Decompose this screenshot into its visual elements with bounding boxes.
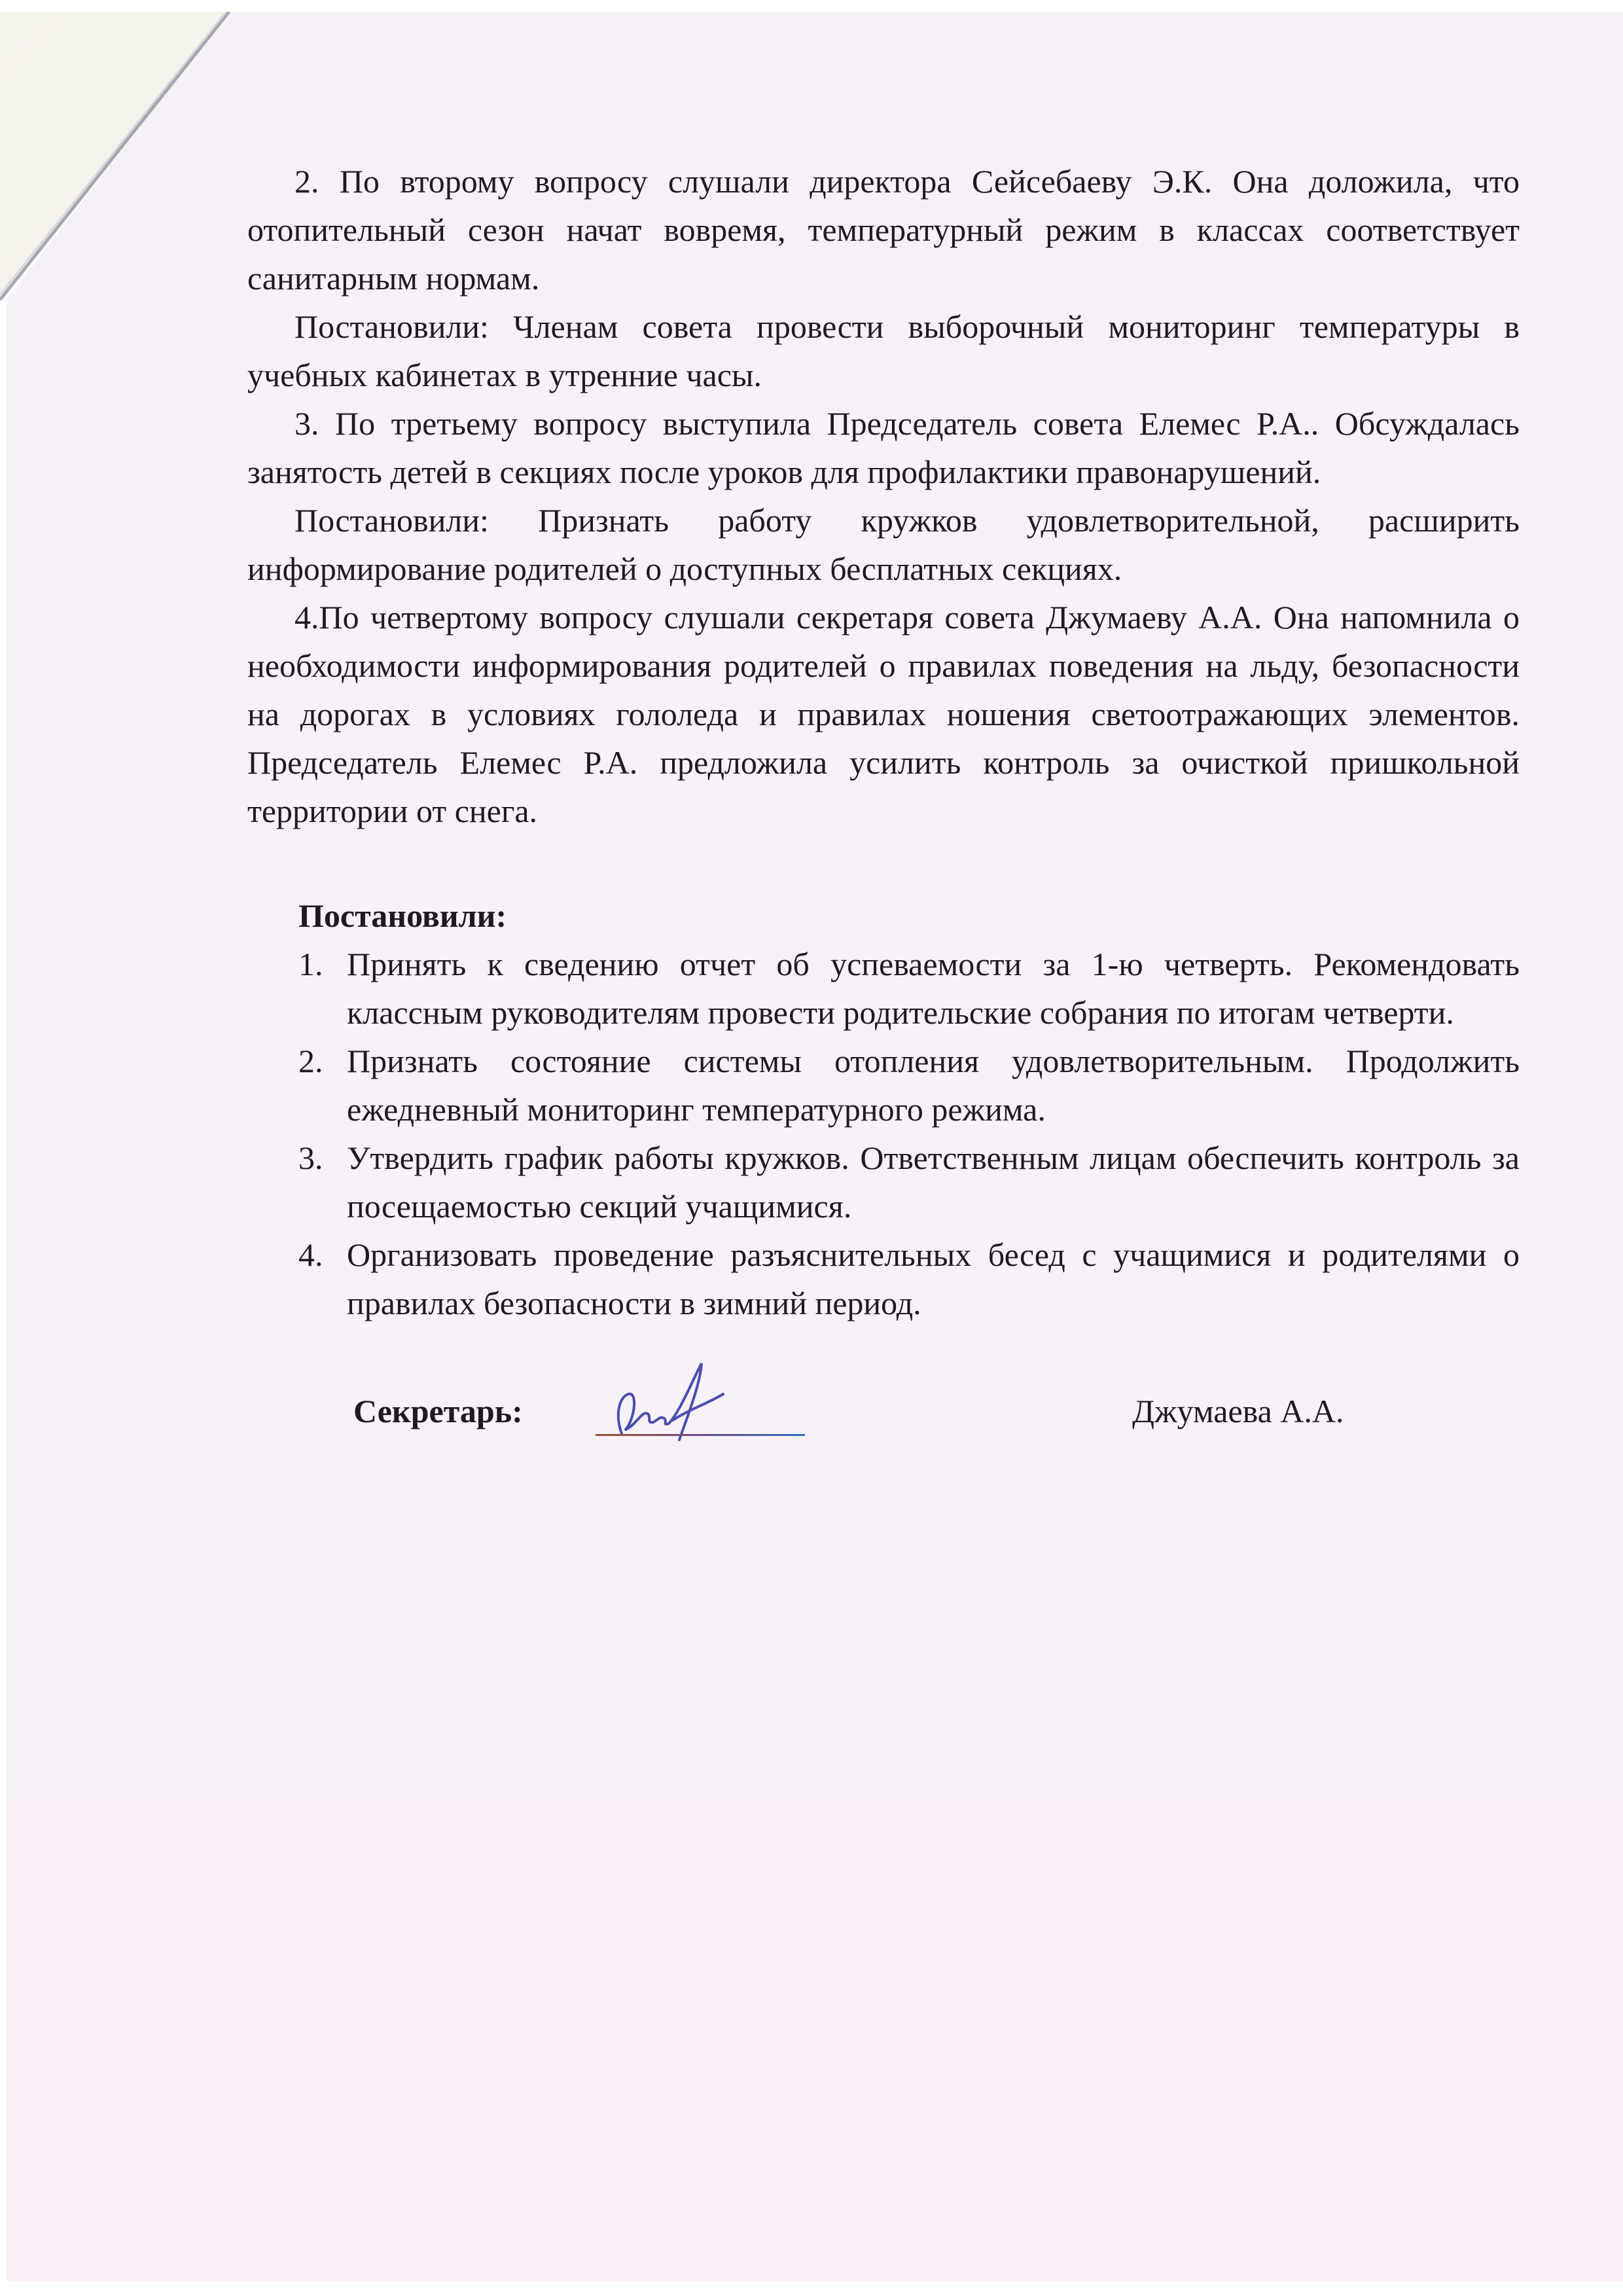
resolution-text: Организовать проведение разъяснительных бесед с учащимися и родителями о правилах безопасности в зимний период.	[347, 1236, 1520, 1321]
signature-line	[596, 1434, 805, 1436]
secretary-label: Секретарь:	[353, 1393, 523, 1429]
signature-block	[353, 1378, 1440, 1450]
resolution-text: Признать состояние системы отопления удовлетворительным. Продолжить ежедневный мониторинг температурного режима.	[347, 1043, 1520, 1128]
resolution-item	[298, 1230, 1520, 1327]
paragraph-item-2-resolution: Постановили: Членам совета провести выборочный мониторинг температуры в учебных кабинетах в утренние часы.	[247, 308, 1520, 393]
paragraph-item-3-resolution: Постановили: Признать работу кружков удовлетворительной, расширить информирование родителей о доступных бесплатных секциях.	[247, 502, 1520, 587]
resolution-number: 1.	[298, 946, 323, 982]
resolution-text: Утвердить график работы кружков. Ответственным лицам обеспечить контроль за посещаемостью секций учащимися.	[347, 1139, 1520, 1225]
document-body	[247, 157, 1520, 1327]
resolution-item	[298, 940, 1520, 1037]
secretary-name: Джумаева А.А.	[1132, 1393, 1344, 1429]
resolution-number: 4.	[298, 1236, 323, 1273]
paragraph-item-4-report: 4.По четвертому вопросу слушали секретаря совета Джумаеву А.А. Она напомнила о необходимости информирования родителей о правилах поведения на льду, безопасности на дорогах в условиях гололеда и правилах ношения светоотражающих элементов. Председатель Елемес Р.А. предложила усилить контроль за очисткой пришкольной территории от снега.	[247, 599, 1520, 829]
fold-edge-line	[0, 12, 236, 319]
paragraph-item-2-report: 2. По второму вопросу слушали директора Сейсебаеву Э.К. Она доложила, что отопительный сезон начат вовремя, температурный режим в классах соответствует санитарным нормам.	[247, 163, 1520, 296]
resolutions-list	[247, 940, 1520, 1327]
resolution-item	[298, 1134, 1520, 1230]
resolution-item	[298, 1037, 1520, 1134]
resolution-number: 2.	[298, 1043, 323, 1079]
resolutions-heading: Постановили:	[298, 897, 507, 934]
resolution-number: 3.	[298, 1139, 323, 1176]
resolution-text: Принять к сведению отчет об успеваемости за 1-ю четверть. Рекомендовать классным руководителям провести родительские собрания по итогам четверти.	[347, 946, 1520, 1031]
paragraph-item-3-report: 3. По третьему вопросу выступила Председатель совета Елемес Р.А.. Обсуждалась занятость детей в секциях после уроков для профилактики правонарушений.	[247, 405, 1520, 490]
handwritten-signature-icon	[602, 1358, 792, 1443]
